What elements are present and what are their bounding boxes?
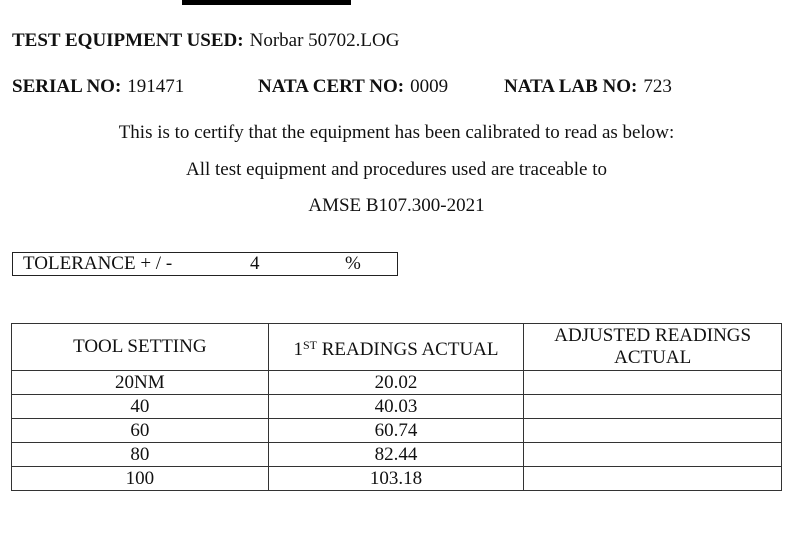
test-equipment-line (12, 30, 399, 52)
top-black-bar (182, 0, 351, 5)
cell-first-reading: 60.74 (268, 419, 524, 443)
cell-adjusted-reading (524, 443, 782, 467)
table-header-row (12, 324, 782, 371)
nata-lab-label: NATA LAB NO: (504, 76, 638, 97)
certify-statement: This is to certify that the equipment has been calibrated to read as below: (118, 122, 675, 143)
table-row (12, 467, 782, 491)
header-tool-setting: TOOL SETTING (12, 324, 269, 371)
nata-cert-label: NATA CERT NO: (258, 76, 405, 97)
tolerance-box (12, 252, 398, 276)
nata-lab-line (504, 76, 672, 98)
cell-first-reading: 103.18 (268, 467, 524, 491)
cell-setting: 60 (12, 419, 269, 443)
header-first-readings-num: 1 (293, 338, 303, 360)
cell-setting: 80 (12, 443, 269, 467)
table-row (12, 443, 782, 467)
header-adjusted-line1: ADJUSTED READINGS (554, 325, 752, 346)
readings-table (11, 323, 782, 491)
cell-adjusted-reading (524, 467, 782, 491)
cell-adjusted-reading (524, 371, 782, 395)
table-row (12, 419, 782, 443)
table-row (12, 371, 782, 395)
cell-first-reading: 40.03 (268, 395, 524, 419)
tolerance-value: 4 (250, 253, 260, 274)
header-adjusted-readings (524, 324, 782, 371)
tolerance-unit: % (345, 253, 361, 274)
header-first-readings (268, 324, 524, 371)
header-first-readings-sup: ST (302, 337, 317, 352)
cell-setting: 40 (12, 395, 269, 419)
cell-setting: 20NM (12, 371, 269, 395)
test-equipment-label: TEST EQUIPMENT USED: (12, 30, 244, 51)
header-first-readings-rest: READINGS ACTUAL (316, 338, 499, 360)
cell-adjusted-reading (524, 395, 782, 419)
nata-cert-value: 0009 (410, 76, 449, 97)
cell-first-reading: 20.02 (268, 371, 524, 395)
standard-reference: AMSE B107.300-2021 (308, 195, 485, 216)
serial-line (12, 76, 184, 98)
cell-setting: 100 (12, 467, 269, 491)
cell-first-reading: 82.44 (268, 443, 524, 467)
traceable-statement: All test equipment and procedures used are traceable to (186, 159, 607, 180)
header-adjusted-line2: ACTUAL (614, 347, 692, 368)
serial-label: SERIAL NO: (12, 76, 122, 97)
test-equipment-value: Norbar 50702.LOG (249, 30, 400, 51)
table-row (12, 395, 782, 419)
nata-cert-line (258, 76, 448, 98)
tolerance-label: TOLERANCE + / - (23, 253, 173, 274)
cell-adjusted-reading (524, 419, 782, 443)
serial-value: 191471 (127, 76, 185, 97)
nata-lab-value: 723 (643, 76, 672, 97)
